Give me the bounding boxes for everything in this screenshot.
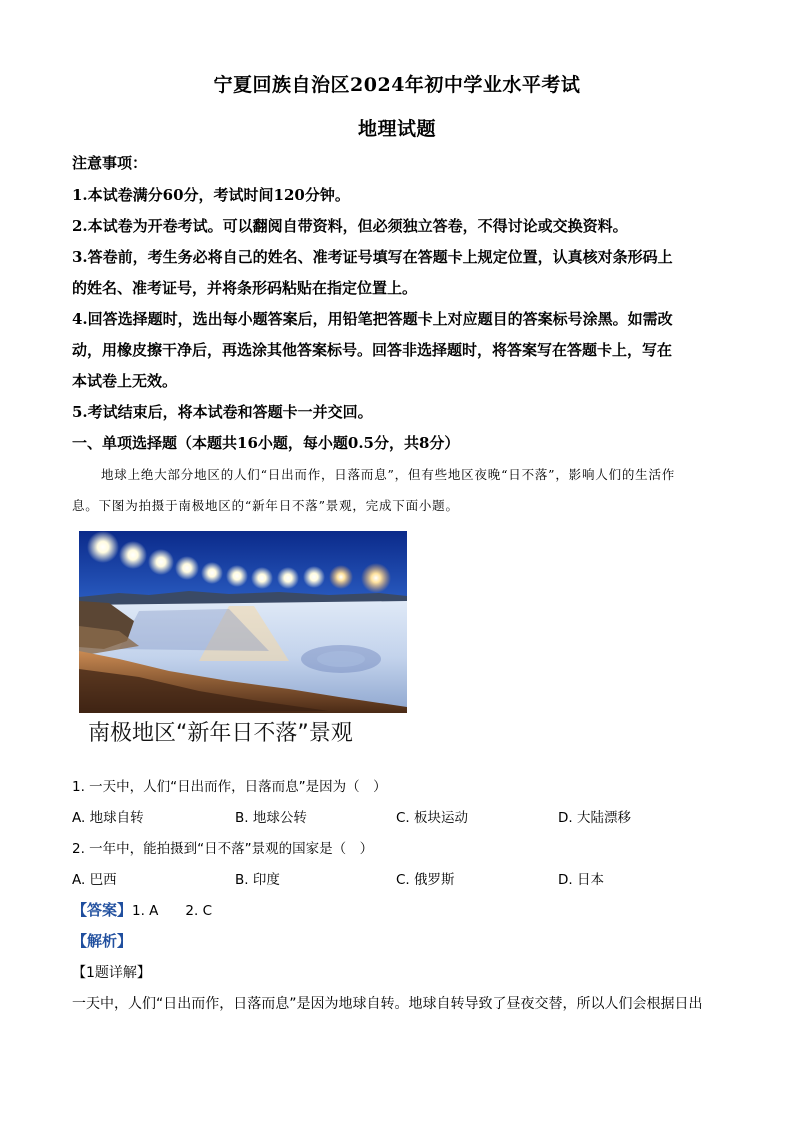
q2-option-a: A. 巴西 [72, 872, 117, 888]
notice-item: 本试卷上无效。 [72, 372, 178, 390]
notice-heading: 注意事项： [72, 154, 148, 172]
q1-option-d: D. 大陆漂移 [558, 810, 631, 826]
q1-option-a: A. 地球自转 [72, 810, 144, 826]
q2-option-b: B. 印度 [235, 872, 280, 888]
question-1-stem: 1. 一天中，人们“日出而作，日落而息”是因为（ ） [72, 779, 387, 795]
q2-option-c: C. 俄罗斯 [396, 872, 455, 888]
photo-illustration [79, 531, 407, 713]
answer-tag: 【答案】 [72, 901, 133, 919]
notice-item: 2.本试卷为开卷考试。可以翻阅自带资料，但必须独立答卷，不得讨论或交换资料。 [72, 217, 628, 235]
intro-text: 息。下图为拍摄于南极地区的“新年日不落”景观，完成下面小题。 [72, 498, 459, 513]
analysis-tag: 【解析】 [72, 932, 133, 950]
q1-option-c: C. 板块运动 [396, 810, 469, 826]
notice-item: 3.答卷前，考生务必将自己的姓名、准考证号填写在答题卡上规定位置，认真核对条形码上 [72, 248, 673, 266]
detail-text: 一天中，人们“日出而作，日落而息”是因为地球自转。地球自转导致了昼夜交替，所以人们会根据日出 [72, 996, 703, 1012]
q2-option-d: D. 日本 [558, 872, 604, 888]
subject-title: 地理试题 [357, 118, 436, 140]
figure-caption: 南极地区“新年日不落”景观 [88, 721, 353, 746]
notice-item: 4.回答选择题时，选出每小题答案后，用铅笔把答题卡上对应题目的答案标号涂黑。如需改 [72, 310, 673, 328]
notice-item: 的姓名、准考证号，并将条形码粘贴在指定位置上。 [72, 279, 418, 297]
analysis-row [72, 930, 732, 951]
notice-item: 1.本试卷满分60分，考试时间120分钟。 [72, 186, 350, 204]
section-heading: 一、单项选择题（本题共16小题，每小题0.5分，共8分） [72, 434, 460, 452]
notice-item: 动，用橡皮擦干净后，再选涂其他答案标号。回答非选择题时，将答案写在答题卡上，写在 [72, 341, 673, 359]
detail-heading: 【1题详解】 [72, 965, 151, 981]
answer-text: 1. A 2. C [132, 903, 213, 919]
antarctic-midnight-sun-photo [79, 531, 407, 713]
exam-title: 宁夏回族自治区2024年初中学业水平考试 [213, 74, 581, 96]
answer-row [72, 899, 732, 920]
notice-item: 5.考试结束后，将本试卷和答题卡一并交回。 [72, 403, 373, 421]
question-2-stem: 2. 一年中，能拍摄到“日不落”景观的国家是（ ） [72, 841, 374, 857]
q1-option-b: B. 地球公转 [235, 810, 307, 826]
intro-text: 地球上绝大部分地区的人们“日出而作，日落而息”，但有些地区夜晚“日不落”，影响人们的生活作 [101, 467, 676, 482]
